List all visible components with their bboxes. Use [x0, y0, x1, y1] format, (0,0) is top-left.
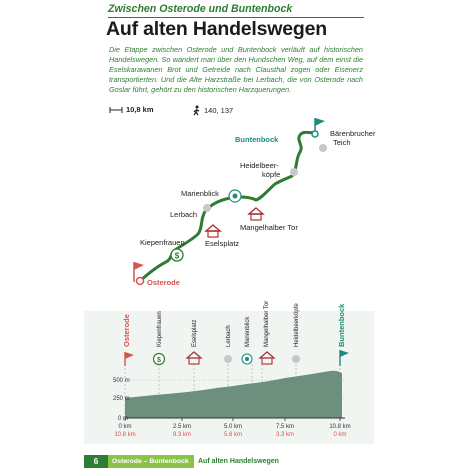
profile-label-kiepenfrauen: Kiepenfrauen	[157, 311, 163, 347]
map-label-osterode: Osterode	[147, 278, 180, 287]
elevation-value: 140, 137	[204, 106, 234, 115]
x-tick-top-3: 5.0 km	[223, 424, 243, 430]
map-label-heidelbeer-1: Heidelbeer-	[240, 161, 279, 170]
profile-marienblick-icon	[242, 354, 252, 364]
x-tick-bottom-5: 0 km	[333, 432, 347, 438]
map-label-heidelbeer-2: köpfe	[262, 170, 281, 179]
x-tick-top-2: 2.5 km	[172, 424, 192, 430]
profile-label-mangelhalber: Mangelhalber Tor	[264, 300, 270, 347]
svg-text:$: $	[157, 357, 161, 364]
profile-lerbach-dot	[224, 355, 232, 363]
y-tick-0: 0 m	[118, 416, 129, 422]
x-tick-bottom-3: 5.8 km	[223, 432, 243, 438]
profile-label-marienblick: Marienblick	[245, 316, 251, 347]
map-label-baerenbrucher-2: Teich	[333, 138, 351, 147]
profile-label-osterode: Osterode	[122, 314, 131, 347]
page-number: 6	[84, 455, 108, 468]
map-label-lerbach: Lerbach	[170, 210, 198, 219]
footer-bar	[84, 455, 374, 468]
profile-label-lerbach: Lerbach	[226, 325, 232, 347]
section-title: Zwischen Osterode und Buntenbock	[108, 3, 293, 15]
map-label-buntenbock: Buntenbock	[235, 135, 279, 144]
map-label-kiepenfrauen: Kiepenfrauen	[140, 238, 185, 247]
svg-text:$: $	[174, 251, 180, 261]
profile-coin-icon	[154, 354, 165, 365]
x-tick-top-5: 10.8 km	[329, 424, 351, 430]
map-label-marienblick: Marienblick	[181, 189, 219, 198]
y-tick-250: 250 m	[113, 396, 130, 402]
x-tick-top-4: 7.5 km	[275, 424, 295, 430]
x-tick-bottom-1: 10.8 km	[114, 432, 136, 438]
map-label-baerenbrucher-1: Bärenbrucher	[330, 129, 376, 138]
profile-label-eselsplatz: Eselsplatz	[192, 319, 198, 347]
map-label-eselsplatz: Eselsplatz	[205, 239, 240, 248]
x-tick-bottom-2: 8.3 km	[172, 432, 192, 438]
x-tick-bottom-4: 3.3 km	[275, 432, 295, 438]
footer-route: Osterode – Buntenbock	[108, 455, 194, 468]
intro-text: Die Etappe zwischen Osterode und Buntenbock verläuft auf historischen Handelswegen. So wandert man über den Hundschen Weg, auf dem einst die Eselskarawanen Brot und Getreide nach Clausthal zogen oder Eisenerz transportierten. Und die Alte Harzstraße bei Lerbach, die von Osterode nach Goslar führt, gehört zu den historischen Harzquerungen.	[109, 45, 363, 95]
footer-title: Auf alten Handelswegen	[198, 458, 279, 465]
distance-value: 10,8 km	[126, 105, 154, 114]
map-label-mangelhalber: Mangelhalber Tor	[240, 223, 298, 232]
y-tick-500: 500 m	[113, 378, 130, 384]
page-title: Auf alten Handelswegen	[106, 18, 327, 40]
profile-heidelbeer-dot	[292, 355, 300, 363]
profile-label-buntenbock: Buntenbock	[337, 303, 346, 347]
x-tick-top-1: 0 km	[118, 424, 132, 430]
profile-label-heidelbeer: Heidelbeerköpfe	[294, 303, 300, 347]
